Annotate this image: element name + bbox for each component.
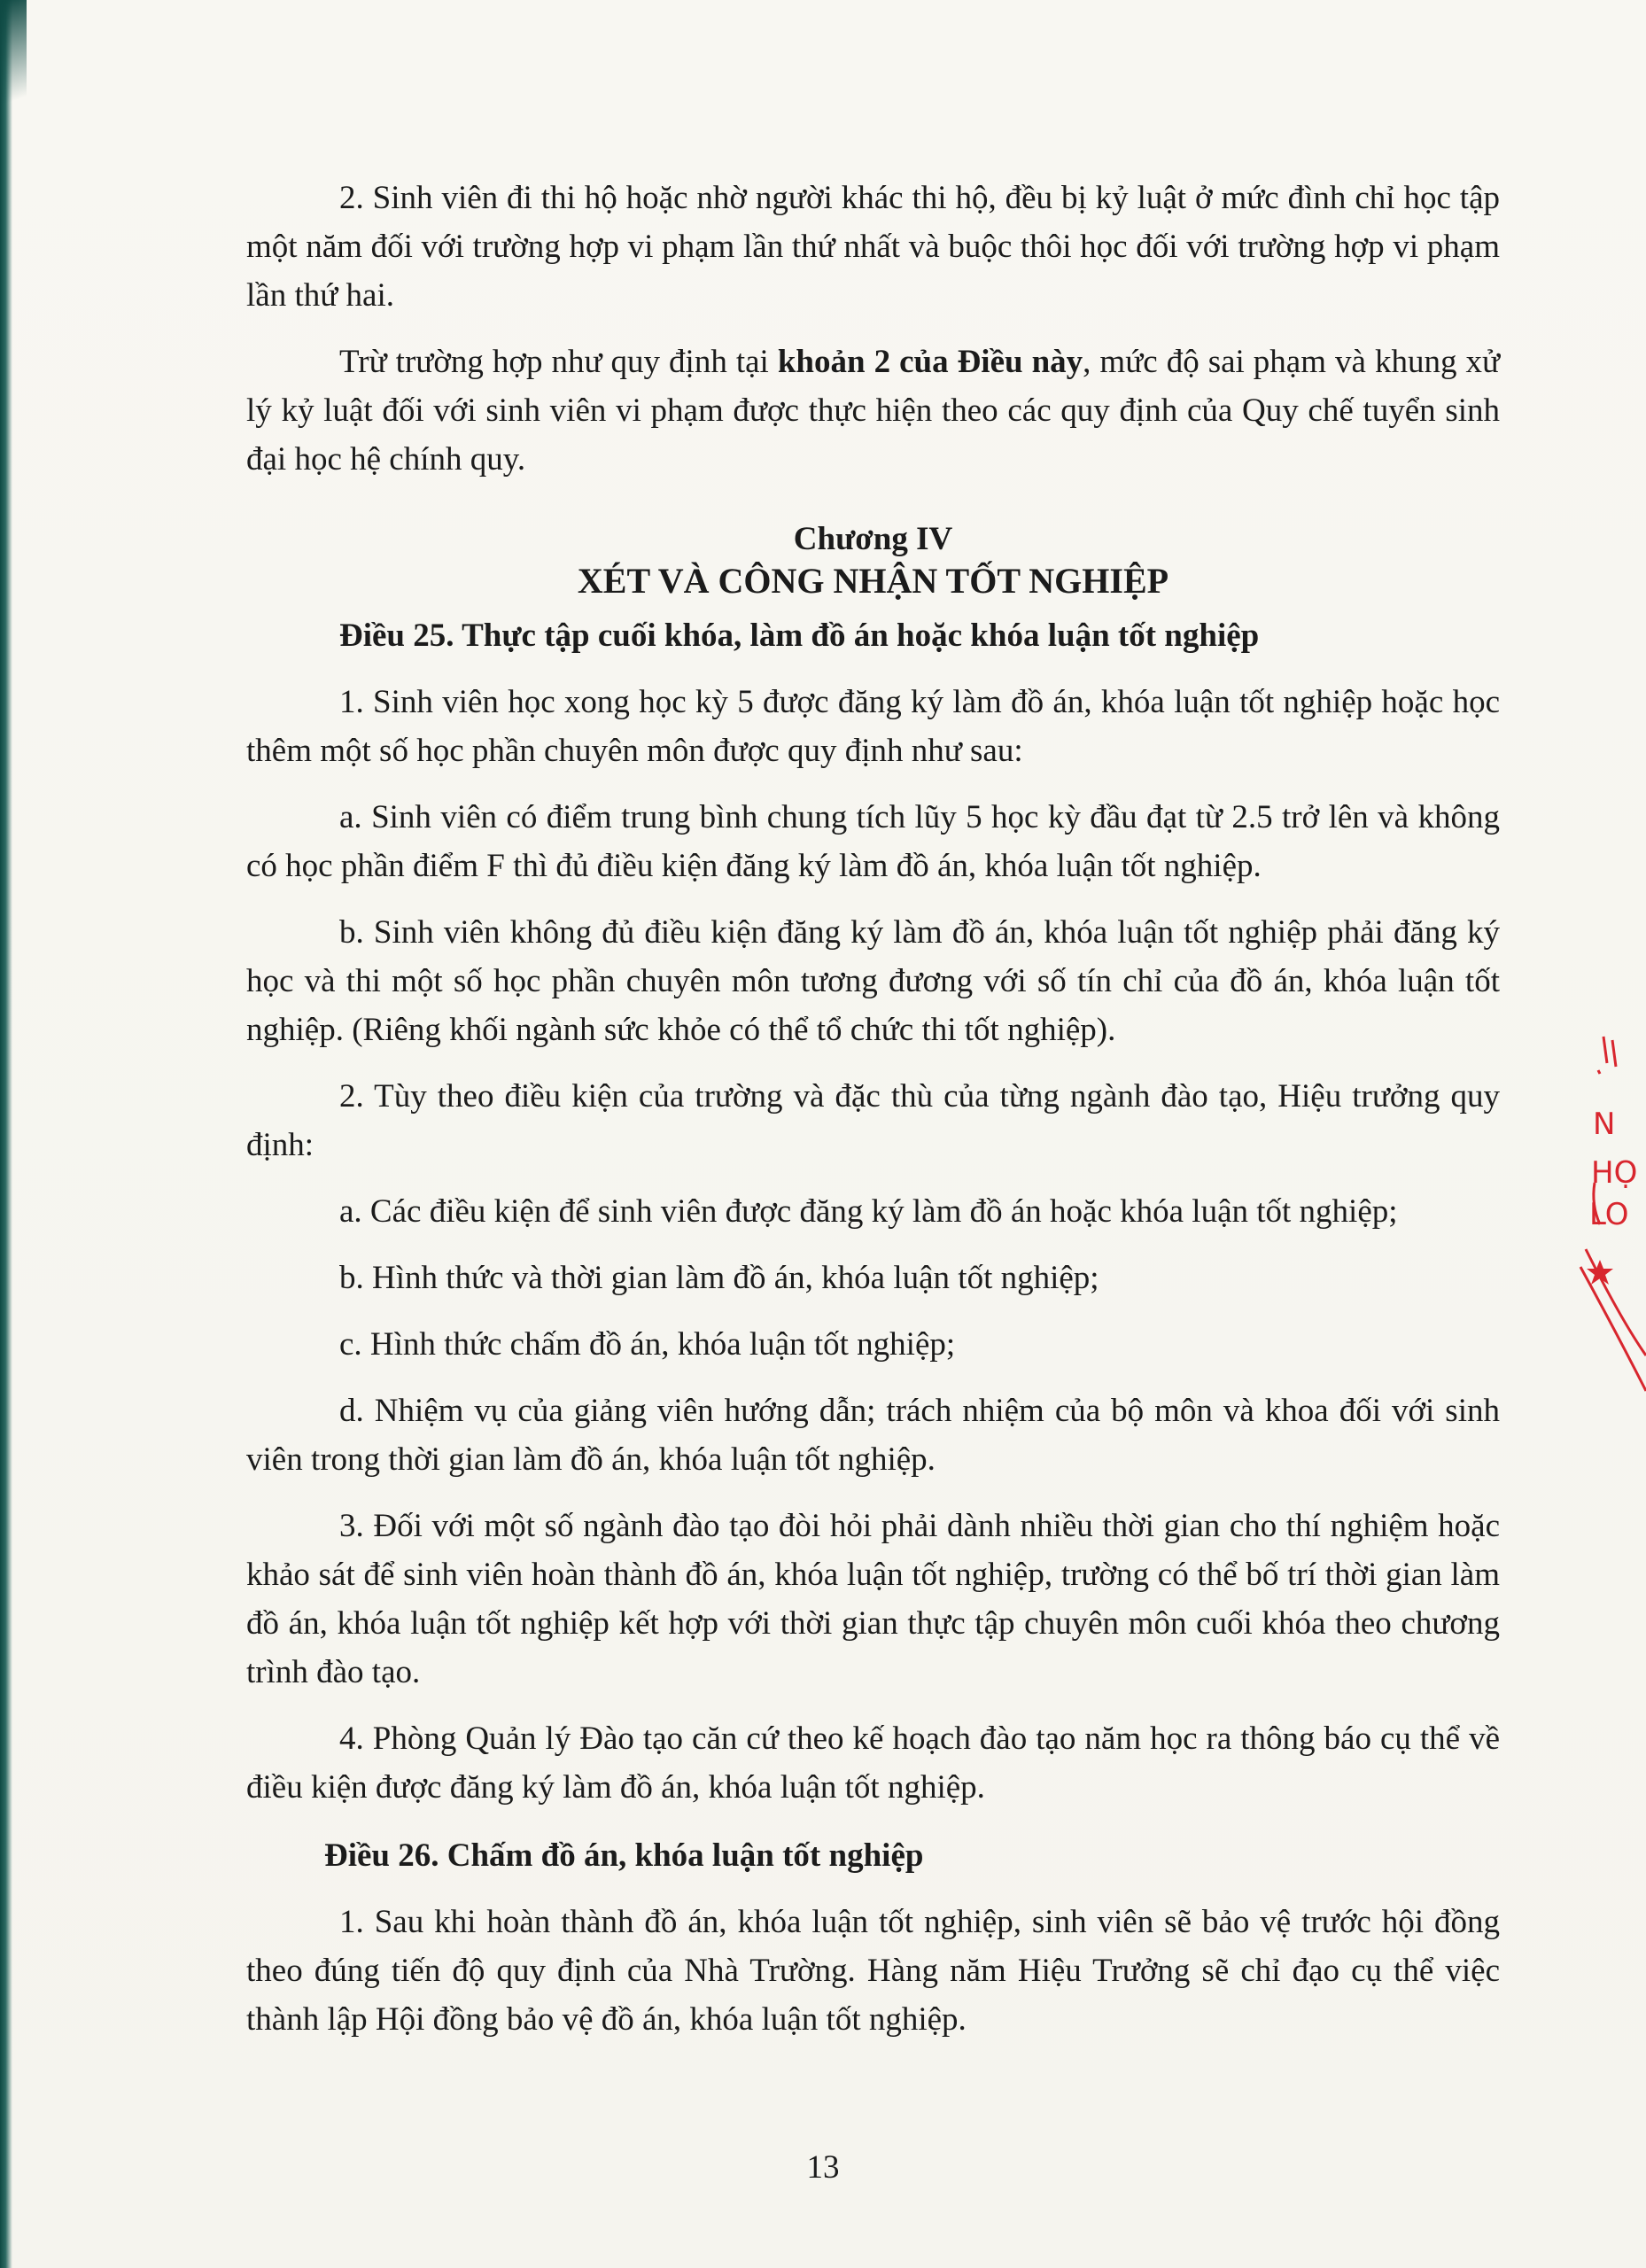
article-26-heading: Điều 26. Chấm đồ án, khóa luận tốt nghiệp xyxy=(324,1837,924,1874)
article-25-heading: Điều 25. Thực tập cuối khóa, làm đồ án hoặc khóa luận tốt nghiệp xyxy=(339,617,1260,654)
article-25-item: c. Hình thức chấm đồ án, khóa luận tốt nghiệp; xyxy=(339,1326,956,1363)
paragraph-bold-reference: khoản 2 của Điều này xyxy=(777,344,1083,380)
article-25-item: 3. Đối với một số ngành đào tạo đòi hỏi phải dành nhiều thời gian cho thí nghiệm hoặc khảo sát để sinh viên hoàn thành đồ án, khóa luận tốt nghiệp, trường có thể bố trí thời gian làm đồ án, khóa luận tốt nghiệp kết hợp với thời gian thực tập chuyên môn cuối khóa theo chương trình đào tạo. xyxy=(246,1508,1500,1690)
page-number: 13 xyxy=(806,2149,840,2186)
article-25-item: a. Các điều kiện để sinh viên được đăng ký làm đồ án hoặc khóa luận tốt nghiệp; xyxy=(339,1193,1398,1230)
paragraph-discipline-rule: 2. Sinh viên đi thi hộ hoặc nhờ người khác thi hộ, đều bị kỷ luật ở mức đình chỉ học tập một năm đối với trường hợp vi phạm lần thứ nhất và buộc thôi học đối với trường hợp vi phạm lần thứ hai. xyxy=(246,180,1500,314)
page-content xyxy=(246,174,1500,2044)
stamp-letter: LO xyxy=(1589,1197,1629,1232)
scan-edge-shadow xyxy=(0,0,12,2268)
scan-edge-corner xyxy=(0,0,27,142)
article-25-item: a. Sinh viên có điểm trung bình chung tích lũy 5 học kỳ đầu đạt từ 2.5 trở lên và không có học phần điểm F thì đủ điều kiện đăng ký làm đồ án, khóa luận tốt nghiệp. xyxy=(246,799,1500,884)
chapter-label: Chương IV xyxy=(793,521,953,557)
article-25-item: b. Sinh viên không đủ điều kiện đăng ký làm đồ án, khóa luận tốt nghiệp phải đăng ký học và thi một số học phần chuyên môn tương đương với số tín chỉ của đồ án, khóa luận tốt nghiệp. (Riêng khối ngành sức khỏe có thể tổ chức thi tốt nghiệp). xyxy=(246,914,1500,1048)
paragraph-text-after: , mức độ sai phạm và khung xử lý kỷ luật đối với sinh viên vi phạm được thực hiện theo các quy định của Quy chế tuyển sinh đại học hệ chính quy. xyxy=(246,344,1500,478)
article-25-item: d. Nhiệm vụ của giảng viên hướng dẫn; trách nhiệm của bộ môn và khoa đối với sinh viên trong thời gian làm đồ án, khóa luận tốt nghiệp. xyxy=(246,1393,1500,1478)
paragraph-discipline-exception xyxy=(246,338,1500,484)
article-25-item: b. Hình thức và thời gian làm đồ án, khóa luận tốt nghiệp; xyxy=(339,1260,1099,1296)
chapter-title: XÉT VÀ CÔNG NHẬN TỐT NGHIỆP xyxy=(577,561,1169,601)
stamp-letter: N xyxy=(1593,1107,1616,1142)
article-26-item: 1. Sau khi hoàn thành đồ án, khóa luận tốt nghiệp, sinh viên sẽ bảo vệ trước hội đồng theo đúng tiến độ quy định của Nhà Trường. Hàng năm Hiệu Trưởng sẽ chỉ đạo cụ thể việc thành lập Hội đồng bảo vệ đồ án, khóa luận tốt nghiệp. xyxy=(246,1904,1500,2038)
stamp-star-icon xyxy=(1587,1260,1613,1285)
article-25-item: 2. Tùy theo điều kiện của trường và đặc thù của từng ngành đào tạo, Hiệu trưởng quy định: xyxy=(246,1078,1500,1163)
stamp-letter: HỌ xyxy=(1591,1155,1638,1191)
red-seal-stamp-fragment xyxy=(1568,1028,1646,1418)
article-25-item: 1. Sinh viên học xong học kỳ 5 được đăng ký làm đồ án, khóa luận tốt nghiệp hoặc học thêm một số học phần chuyên môn được quy định như sau: xyxy=(246,684,1500,769)
article-25-item: 4. Phòng Quản lý Đào tạo căn cứ theo kế hoạch đào tạo năm học ra thông báo cụ thể về điều kiện được đăng ký làm đồ án, khóa luận tốt nghiệp. xyxy=(246,1720,1500,1806)
paragraph-text-before: Trừ trường hợp như quy định tại xyxy=(339,344,778,380)
